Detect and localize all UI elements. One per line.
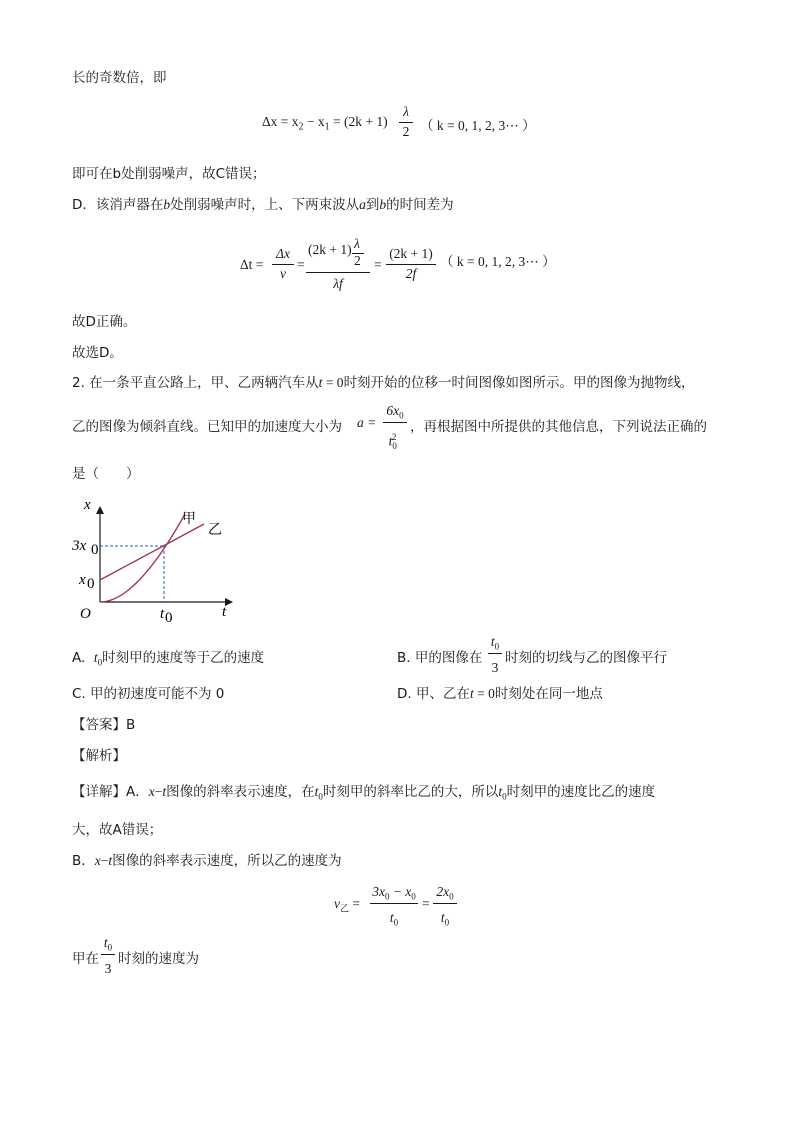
label-t0: t	[160, 606, 165, 622]
fraction-t0-over-3: $t_0$ 3	[488, 634, 502, 676]
fraction-dx-over-v: Δx v	[272, 246, 294, 282]
option-a: A. $t_0$时刻甲的速度等于乙的速度	[72, 650, 265, 668]
fraction-velocity-1: $3x_0 - x_0$ $t_0$	[370, 884, 418, 930]
question-line: 是（ ）	[72, 466, 140, 482]
line-yi	[100, 524, 204, 580]
t-axis-arrow-icon	[225, 598, 233, 606]
axis-label-x: x	[84, 497, 91, 513]
position-time-graph	[70, 492, 250, 624]
text-line: 故D正确。	[72, 314, 137, 330]
denominator: 2	[402, 124, 410, 139]
detail-line: 时刻的速度为	[118, 951, 199, 967]
x-axis-arrow-icon	[96, 506, 104, 514]
label-3x0: 3x	[72, 538, 87, 554]
question-line: 2. 在一条平直公路上，甲、乙两辆汽车从t = 0时刻开始的位移一时间图像如图所示。甲的图像为抛物线，	[72, 375, 695, 391]
option-c: C. 甲的初速度可能不为 0	[72, 686, 225, 702]
formula-condition: （ k = 0, 1, 2, 3⋯ ）	[420, 118, 536, 133]
text-line: 即可在b处削弱噪声，故C错误；	[72, 166, 266, 182]
analysis-heading: 【解析】	[72, 748, 126, 764]
formula-part: Δt =	[240, 257, 264, 272]
label-3x0-sub: 0	[91, 542, 99, 558]
text-line: 故选D。	[72, 345, 123, 361]
fraction-lambda-over-2	[399, 104, 413, 140]
detail-line: 甲在	[72, 951, 99, 967]
detail-line: B．x−t图像的斜率表示速度，所以乙的速度为	[72, 853, 342, 869]
numerator: λ	[403, 104, 409, 119]
origin-label: O	[80, 606, 91, 622]
fraction-result: (2k + 1) 2f	[386, 246, 436, 282]
formula-part: Δx = x	[262, 114, 299, 129]
fraction-main: (2k + 1) λ 2 λf	[306, 236, 370, 292]
formula-velocity-yi: $v_乙$ =	[334, 896, 361, 915]
fraction-velocity-2: $2x_0$ $t_0$	[433, 884, 457, 930]
formula-part: a =	[357, 415, 377, 430]
axis-label-t: t	[222, 604, 227, 620]
text-line: 长的奇数倍，即	[72, 70, 167, 86]
question-line: ，再根据图中所提供的其他信息，下列说法正确的	[410, 419, 707, 435]
option-b: B. 甲的图像在	[397, 650, 483, 666]
formula-condition: （ k = 0, 1, 2, 3⋯ ）	[440, 254, 556, 269]
detail-line: 大，故A错误；	[72, 822, 163, 838]
text-line: D．该消声器在b处削弱噪声时，上、下两束波从a到b的时间差为	[72, 197, 454, 213]
formula-path-difference: $\Delta x = x_2 - x_1 = (2k + 1)$	[262, 114, 388, 133]
label-yi: 乙	[208, 522, 222, 538]
fraction-acceleration: $6x_0$ $t_0^2$	[383, 403, 407, 454]
answer-line: 【答案】B	[72, 717, 136, 733]
curve-jia	[100, 514, 185, 602]
label-jia: 甲	[182, 511, 196, 527]
label-t0-sub: 0	[165, 610, 173, 624]
option-b-text: 时刻的切线与乙的图像平行	[505, 650, 667, 666]
formula-part: − x	[303, 114, 325, 129]
option-d: D. 甲、乙在t = 0时刻处在同一地点	[397, 686, 603, 702]
label-x0: x	[79, 572, 86, 588]
fraction-t0-over-3: $t_0$ 3	[101, 935, 115, 977]
formula-part: = (2k + 1)	[329, 114, 388, 129]
detail-line: 【详解】A．x−t图像的斜率表示速度，在$t_0$时刻甲的斜率比乙的大，所以$t_0$时刻甲的速度比乙的速度	[72, 784, 656, 802]
label-x0-sub: 0	[87, 576, 95, 592]
question-line: 乙的图像为倾斜直线。已知甲的加速度大小为	[72, 419, 342, 435]
